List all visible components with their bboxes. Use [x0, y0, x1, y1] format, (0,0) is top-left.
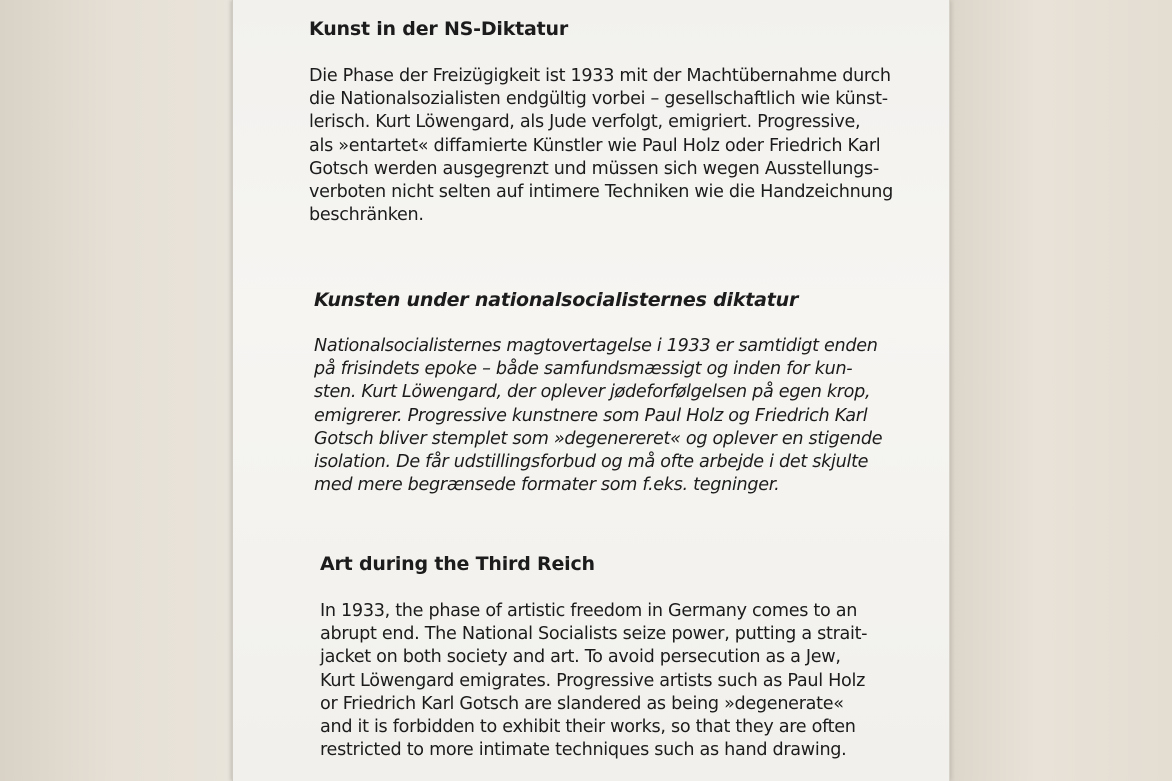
german-heading: Kunst in der NS-Diktatur: [309, 18, 569, 40]
english-heading: Art during the Third Reich: [320, 553, 595, 575]
german-line: als »entartet« diffamierte Künstler wie Paul Holz oder Friedrich Karl: [309, 135, 881, 156]
english-line: abrupt end. The National Socialists seize power, putting a strait-: [320, 624, 868, 645]
english-line: Kurt Löwengard emigrates. Progressive artists such as Paul Holz: [320, 670, 866, 691]
danish-heading: Kunsten under nationalsocialisternes diktatur: [314, 289, 799, 311]
german-line: lerisch. Kurt Löwengard, als Jude verfolgt, emigriert. Progressive,: [309, 112, 861, 133]
english-line: jacket on both society and art. To avoid persecution as a Jew,: [320, 647, 841, 668]
danish-line: Nationalsocialisternes magtovertagelse i 1933 er samtidigt enden: [314, 336, 878, 356]
english-body: [233, 600, 949, 762]
english-line: and it is forbidden to exhibit their works, so that they are often: [320, 716, 856, 737]
english-section: [233, 553, 949, 762]
museum-wall-text-panel: [232, 0, 950, 781]
danish-line: med mere begrænsede formater som f.eks. tegninger.: [314, 475, 780, 496]
danish-line: emigrerer. Progressive kunstnere som Paul Holz og Friedrich Karl: [314, 405, 868, 426]
danish-section: [233, 289, 949, 497]
english-line: or Friedrich Karl Gotsch are slandered as being »degenerate«: [320, 693, 844, 714]
danish-body: [233, 335, 949, 497]
german-line: Die Phase der Freizügigkeit ist 1933 mit der Machtübernahme durch: [309, 66, 891, 86]
wall-background: [948, 0, 1172, 781]
danish-line: isolation. De får udstillingsforbud og må ofte arbejde i det skjulte: [314, 451, 869, 472]
danish-line: på frisindets epoke – både samfundsmæssigt og inden for kun-: [314, 359, 853, 380]
german-line: die Nationalsozialisten endgültig vorbei – gesellschaftlich wie künst-: [309, 89, 888, 110]
german-line: Gotsch werden ausgegrenzt und müssen sich wegen Ausstellungs-: [309, 158, 879, 179]
english-line: restricted to more intimate techniques such as hand drawing.: [320, 740, 847, 761]
german-line: verboten nicht selten auf intimere Techniken wie die Handzeichnung: [309, 181, 893, 202]
danish-line: sten. Kurt Löwengard, der oplever jødeforfølgelsen på egen krop,: [314, 382, 871, 403]
german-body: [233, 65, 949, 227]
german-section: [233, 18, 949, 227]
german-line: beschränken.: [309, 205, 424, 226]
danish-line: Gotsch bliver stemplet som »degenereret« og oplever en stigende: [314, 428, 883, 449]
english-line: In 1933, the phase of artistic freedom in Germany comes to an: [320, 601, 858, 621]
